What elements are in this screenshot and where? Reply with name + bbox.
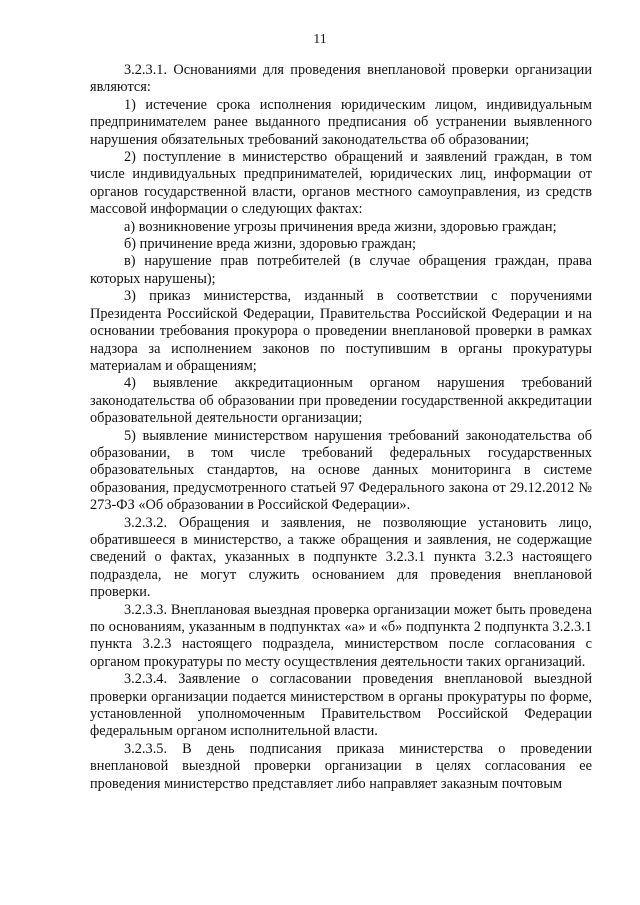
page-number: 11 xyxy=(313,32,327,47)
paragraph-item-2: 2) поступление в министерство обращений и заявлений граждан, в том числе индивидуальных предпринимателей, юридических лиц, информации от органов государственной власти, органов местного самоуправления, из средств массовой информации о следующих фактах: xyxy=(90,149,592,218)
paragraph-item-2b: б) причинение вреда жизни, здоровью граждан; xyxy=(124,236,416,253)
paragraph-item-3: 3) приказ министерства, изданный в соответствии с поручениями Президента Российской Федерации, Правительства Российской Федерации и на основании требования прокурора о проведении внеплановой проверки в рамках надзора за исполнением законов по поступившим в органы прокуратуры материалам и обращениям; xyxy=(90,288,592,374)
paragraph-item-1: 1) истечение срока исполнения юридическим лицом, индивидуальным предпринимателем ранее выданного предписания об устранении выявленного нарушения обязательных требований законодательства об образовании; xyxy=(90,96,592,148)
document-body xyxy=(90,62,592,793)
paragraph-3-2-3-4: 3.2.3.4. Заявление о согласовании проведения внеплановой выездной проверки организации подается министерством в органы прокуратуры по форме, установленной уполномоченным Правительством Российской Федерации федеральным органом исполнительной власти. xyxy=(90,671,592,740)
paragraph-item-2a: а) возникновение угрозы причинения вреда жизни, здоровью граждан; xyxy=(124,218,557,235)
paragraph-item-5: 5) выявление министерством нарушения требований законодательства об образовании, в том числе требований федеральных государственных образовательных стандартов, на основе данных мониторинга в системе образования, предусмотренного статьей 97 Федерального закона от 29.12.2012 № 273-ФЗ «Об образовании в Российской Федерации». xyxy=(90,427,592,514)
paragraph-item-2v: в) нарушение прав потребителей (в случае обращения граждан, права которых нарушены); xyxy=(90,253,592,287)
paragraph-3-2-3-5: 3.2.3.5. В день подписания приказа министерства о проведении внеплановой выездной проверки организации в целях согласования ее проведения министерство представляет либо направляет заказным почтовым xyxy=(90,740,592,792)
paragraph-3-2-3-2: 3.2.3.2. Обращения и заявления, не позволяющие установить лицо, обратившееся в министерство, а также обращения и заявления, не содержащие сведений о фактах, указанных в подпункте 3.2.3.1 пункта 3.2.3 настоящего подраздела, не могут служить основанием для проведения внеплановой проверки. xyxy=(90,514,592,601)
paragraph-3-2-3-1-intro: 3.2.3.1. Основаниями для проведения внеплановой проверки организации являются: xyxy=(90,62,592,96)
paragraph-item-4: 4) выявление аккредитационным органом нарушения требований законодательства об образовании при проведении государственной аккредитации образовательной деятельности организации; xyxy=(90,375,592,427)
paragraph-3-2-3-3: 3.2.3.3. Внеплановая выездная проверка организации может быть проведена по основаниям, указанным в подпунктах «а» и «б» подпункта 2 подпункта 3.2.3.1 пункта 3.2.3 настоящего подраздела, министерством после согласования с органом прокуратуры по месту осуществления деятельности таких организаций. xyxy=(90,601,592,670)
